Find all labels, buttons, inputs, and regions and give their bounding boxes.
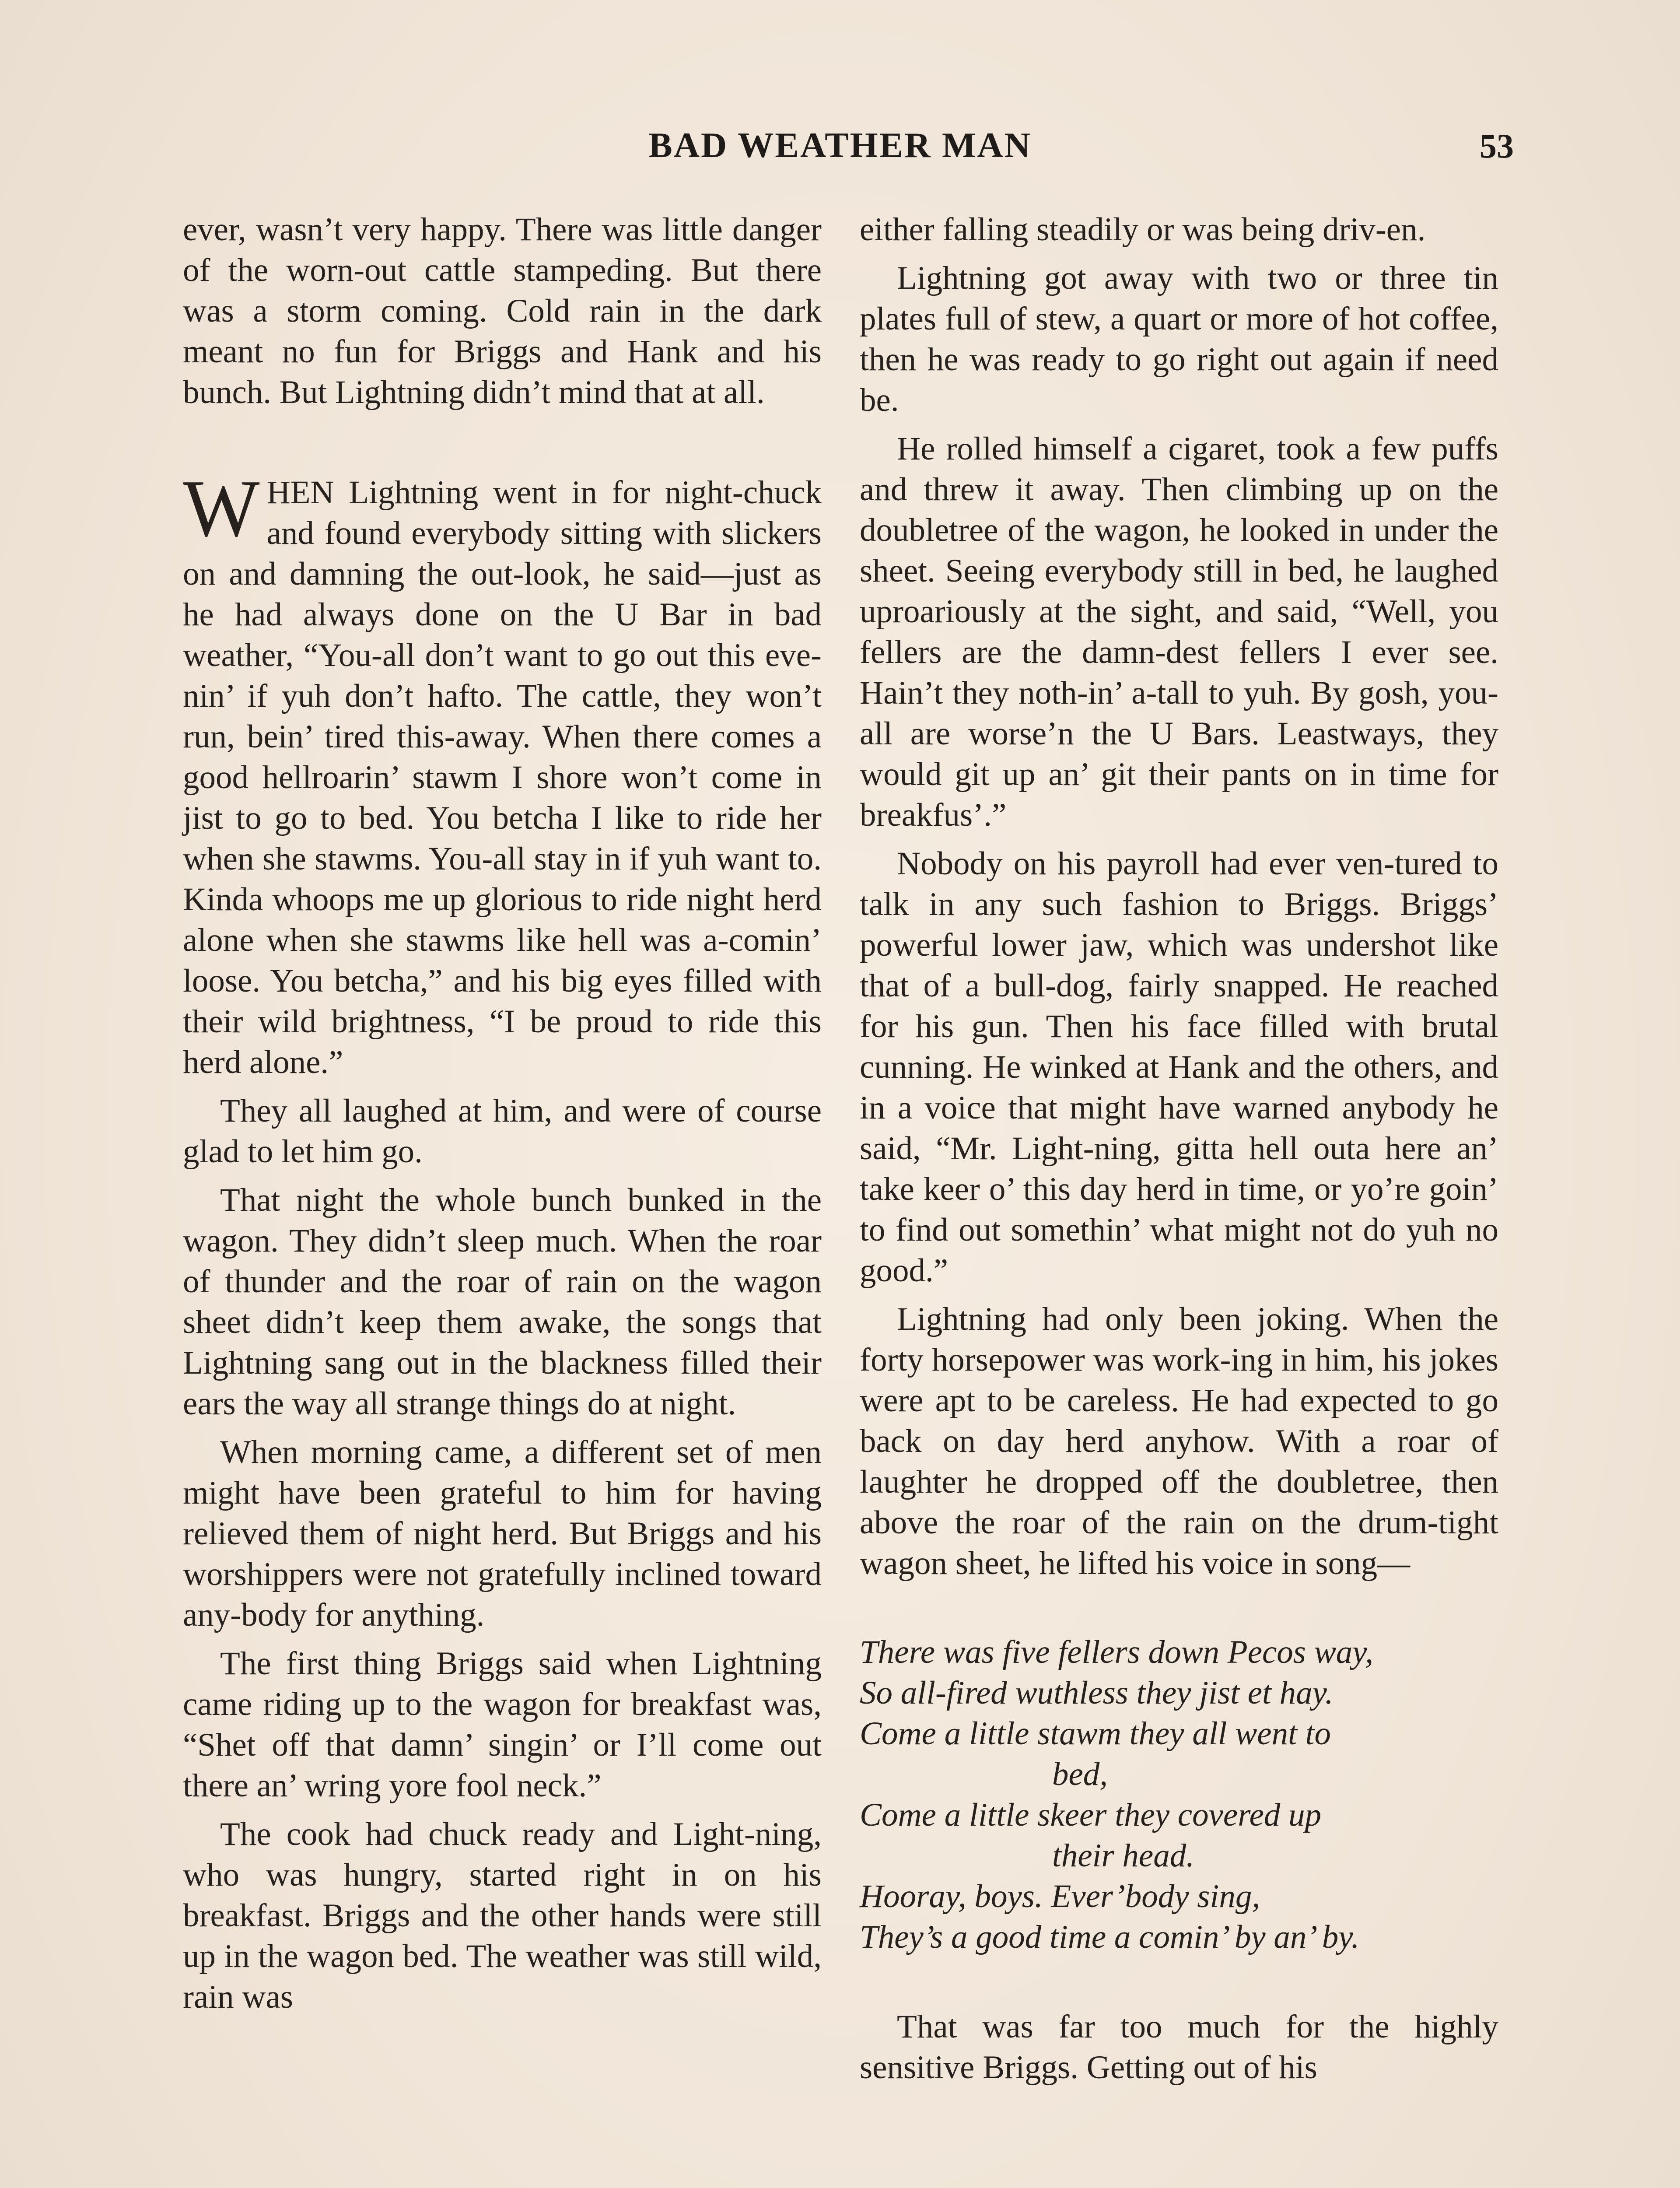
verse-line: Come a little skeer they covered up xyxy=(860,1797,1322,1833)
verse-line: So all-fired wuthless they jist et hay. xyxy=(860,1675,1334,1711)
verse-line: They’s a good time a comin’ by an’ by. xyxy=(860,1919,1360,1955)
song-verse xyxy=(860,1632,1498,1957)
paragraph: ever, wasn’t very happy. There was little danger of the worn-out cattle stampeding. But there was a storm coming. Cold rain in the dark meant no fun for Briggs and Hank and his bunch. But Lightning didn’t mind that at all. xyxy=(183,211,822,410)
paragraph: The first thing Briggs said when Lightning came riding up to the wagon for breakfast was, “Shet off that damn’ singin’ or I’ll come out there an’ wring yore fool neck.” xyxy=(183,1645,822,1804)
section-break xyxy=(860,1957,1498,2006)
right-column xyxy=(860,209,1498,2096)
verse-line: Come a little stawm they all went to xyxy=(860,1715,1331,1752)
page-number: 53 xyxy=(1480,127,1514,165)
paragraph-text: HEN Lightning went in for night-chuck and found everybody sitting with slickers on and damning the out-look, he said—just as he had always done on the U Bar in bad weather, “You-all don’t want to go out this eve-nin’ if yuh don’t hafto. The cattle, they won’t run, bein’ tired this-away. When there comes a good hellroarin’ stawm I shore won’t come in jist to go to bed. You betcha I like to ride her when she stawms. You-all stay in if yuh want to. Kinda whoops me up glorious to ride night herd alone when she stawms like hell was a-comin’ loose. You betcha,” and his big eyes filled with their wild brightness, “I be proud to ride this herd alone.” xyxy=(183,474,822,1080)
running-head xyxy=(0,123,1680,172)
paragraph: When morning came, a different set of men might have been grateful to him for having relieved them of night herd. But Briggs and his worshippers were not gratefully inclined toward any-body for anything. xyxy=(183,1434,822,1633)
paragraph: That was far too much for the highly sensitive Briggs. Getting out of his xyxy=(860,2009,1498,2086)
section-break xyxy=(183,421,822,472)
verse-line: There was five fellers down Pecos way, xyxy=(860,1634,1374,1670)
paragraph: The cook had chuck ready and Light-ning, who was hungry, started right in on his breakfast. Briggs and the other hands were still up in the wagon bed. The weather was still wild, rain was xyxy=(183,1816,822,2015)
paragraph: That night the whole bunch bunked in the wagon. They didn’t sleep much. When the roar of thunder and the roar of rain on the wagon sheet didn’t keep them awake, the songs that Lightning sang out in the blackness filled their ears the way all strange things do at night. xyxy=(183,1182,822,1422)
verse-line: Hooray, boys. Ever’body sing, xyxy=(860,1878,1260,1914)
running-title: BAD WEATHER MAN xyxy=(648,125,1032,165)
paragraph: either falling steadily or was being driv-en. xyxy=(860,211,1426,248)
verse-line-wrap: their head. xyxy=(1052,1837,1194,1874)
paragraph: Nobody on his payroll had ever ven-tured to talk in any such fashion to Briggs. Briggs’ powerful lower jaw, which was undershot like that of a bull-dog, fairly snapped. He reached for his gun. Then his face filled with brutal cunning. He winked at Hank and the others, and in a voice that might have warned anybody he said, “Mr. Light-ning, gitta hell outa here an’ take keer o’ this day herd in time, or yo’re goin’ to find out somethin’ what might not do yuh no good.” xyxy=(860,845,1498,1289)
paragraph: He rolled himself a cigaret, took a few puffs and threw it away. Then climbing up on the doubletree of the wagon, he looked in under the sheet. Seeing everybody still in bed, he laughed uproariously at the sight, and said, “Well, you fellers are the damn-dest fellers I ever see. Hain’t they noth-in’ a-tall to yuh. By gosh, you-all are worse’n the U Bars. Leastways, they would git up an’ git their pants on in time for breakfus’.” xyxy=(860,431,1498,833)
drop-cap: W xyxy=(183,463,260,554)
paragraph: Lightning had only been joking. When the forty horsepower was work-ing in him, his jokes were apt to be careless. He had expected to go back on day herd anyhow. With a roar of laughter he dropped off the doubletree, then above the roar of the rain on the drum-tight wagon sheet, he lifted his voice in song— xyxy=(860,1301,1498,1581)
paragraph: They all laughed at him, and were of course glad to let him go. xyxy=(183,1093,822,1170)
verse-line-wrap: bed, xyxy=(1052,1756,1108,1792)
paragraph-dropcap xyxy=(183,463,822,1083)
paragraph: Lightning got away with two or three tin plates full of stew, a quart or more of hot coffee, then he was ready to go right out again if need be. xyxy=(860,260,1498,418)
left-column xyxy=(183,209,822,2025)
